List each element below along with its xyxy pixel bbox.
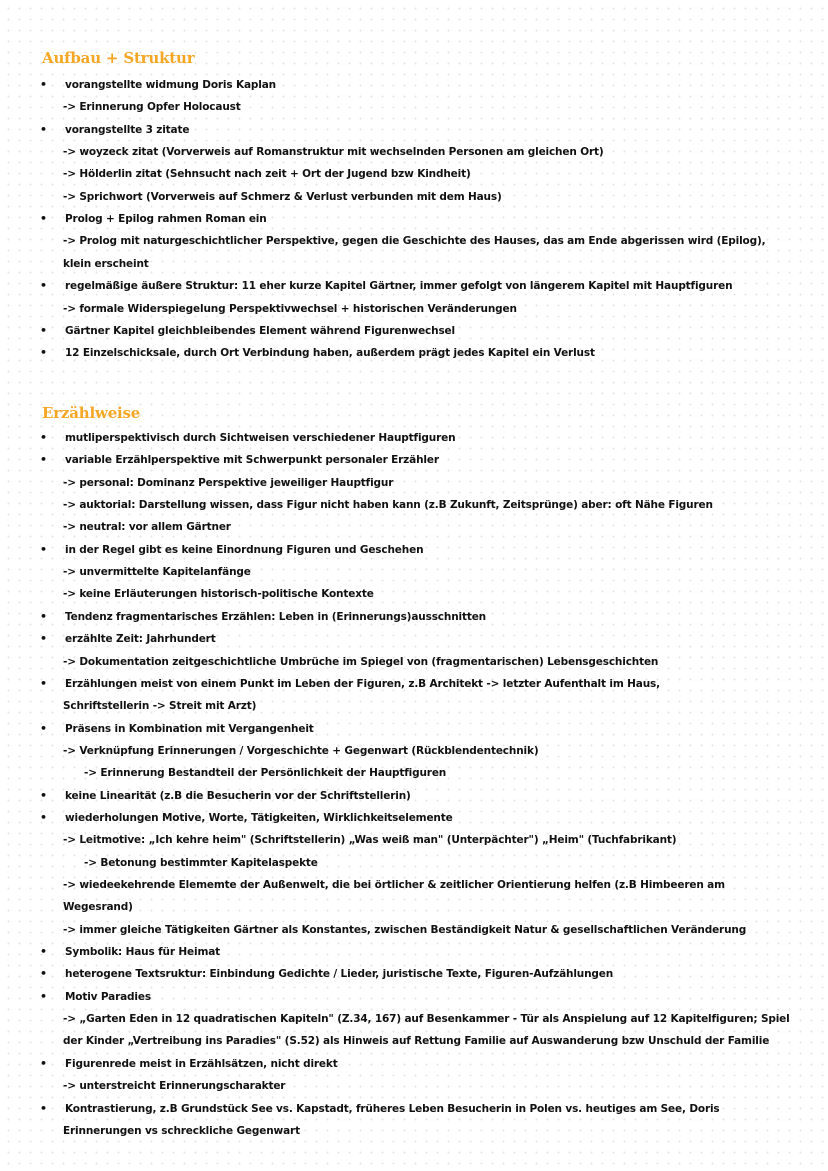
- note-text: klein erscheint: [63, 257, 149, 270]
- bullet-point: •: [40, 632, 47, 646]
- bullet-item: [0, 807, 828, 829]
- sub-item: [0, 561, 828, 583]
- sub-sub-item: [0, 762, 828, 784]
- note-text: keine Linearität (z.B die Besucherin vor der Schriftstellerin): [65, 789, 411, 802]
- note-text: Figurenrede meist in Erzählsätzen, nicht direkt: [65, 1057, 338, 1070]
- sub-item: [0, 829, 828, 851]
- note-text: -> unterstreicht Erinnerungscharakter: [63, 1080, 286, 1093]
- bullet-item: [0, 208, 828, 230]
- note-text: 12 Einzelschicksale, durch Ort Verbindung haben, außerdem prägt jedes Kapitel ein Verlust: [65, 347, 595, 360]
- note-text: -> unvermittelte Kapitelanfänge: [63, 566, 251, 579]
- bullet-point: •: [40, 967, 47, 981]
- note-text: -> neutral: vor allem Gärtner: [63, 521, 231, 534]
- note-text: -> personal: Dominanz Perspektive jeweiliger Hauptfigur: [63, 476, 394, 489]
- note-text: -> formale Widerspiegelung Perspektivwechsel + historischen Veränderungen: [63, 302, 517, 315]
- note-text: Präsens in Kombination mit Vergangenheit: [65, 722, 314, 735]
- sub-item: [0, 516, 828, 538]
- bullet-point: •: [40, 346, 47, 360]
- note-text: -> Sprichwort (Vorverweis auf Schmerz & Verlust verbunden mit dem Haus): [63, 190, 502, 203]
- note-text: -> Erinnerung Bestandteil der Persönlichkeit der Hauptfiguren: [84, 767, 447, 780]
- sub-item: [0, 695, 828, 717]
- note-text: mutliperspektivisch durch Sichtweisen verschiedener Hauptfiguren: [65, 432, 456, 444]
- sub-item: [0, 163, 828, 185]
- note-text: -> Leitmotive: „Ich kehre heim" (Schriftstellerin) „Was weiß man" (Unterpächter") „Heim" (Tuchfabrikant): [63, 834, 677, 847]
- note-text: -> wiedeekehrende Elememte der Außenwelt, die bei örtlicher & zeitlicher Orientierung helfen (z.B Himbeeren am: [63, 879, 725, 891]
- bullet-point: •: [40, 453, 47, 467]
- section-heading-aufbau: Aufbau + Struktur: [42, 49, 195, 67]
- note-text: -> auktorial: Darstellung wissen, dass Figur nicht haben kann (z.B Zukunft, Zeitsprünge) aber: oft Nähe Figuren: [63, 499, 713, 512]
- bullet-point: •: [40, 609, 47, 623]
- bullet-point: •: [40, 676, 47, 690]
- sub-item: [0, 253, 828, 275]
- bullet-item: [0, 342, 828, 364]
- note-text: -> Verknüpfung Erinnerungen / Vorgeschichte + Gegenwart (Rückblendentechnik): [63, 744, 539, 757]
- bullet-item: [0, 119, 828, 141]
- bullet-point: •: [40, 212, 47, 226]
- sub-item: [0, 896, 828, 918]
- note-text: Prolog + Epilog rahmen Roman ein: [65, 213, 267, 226]
- bullet-point: •: [40, 1056, 47, 1070]
- note-text: -> Prolog mit naturgeschichtlicher Perspektive, gegen die Geschichte des Hauses, das am Ende abgerissen wird (Epilog),: [63, 235, 766, 248]
- note-text: vorangstellte 3 zitate: [65, 123, 190, 136]
- sub-item: [0, 583, 828, 605]
- note-text: Wegesrand): [63, 901, 133, 914]
- sub-item: [0, 651, 828, 673]
- sub-item: [0, 1008, 828, 1030]
- bullet-item: [0, 427, 828, 449]
- bullet-point: •: [40, 122, 47, 136]
- note-text: Gärtner Kapitel gleichbleibendes Element während Figurenwechsel: [65, 324, 455, 337]
- note-text: variable Erzählperspektive mit Schwerpunkt personaler Erzähler: [65, 454, 439, 467]
- sub-item: [0, 472, 828, 494]
- bullet-point: •: [40, 78, 47, 91]
- note-text: Erinnerungen vs schreckliche Gegenwart: [63, 1124, 300, 1137]
- sub-item: [0, 494, 828, 516]
- sub-item: [0, 919, 828, 941]
- note-text: -> „Garten Eden in 12 quadratischen Kapiteln" (Z.34, 167) auf Besenkammer - Tür als Anspielung auf 12 Kapitelfiguren; Spiel: [63, 1013, 790, 1026]
- bullet-point: •: [40, 279, 47, 293]
- note-text: Schriftstellerin -> Streit mit Arzt): [63, 700, 257, 713]
- bullet-point: •: [40, 542, 47, 556]
- bullet-item: [0, 941, 828, 963]
- bullet-item: [0, 606, 828, 628]
- bullet-item: [0, 628, 828, 650]
- sub-item: [0, 96, 828, 118]
- bullet-item: [0, 449, 828, 471]
- bullet-point: •: [40, 323, 47, 337]
- bullet-item: [0, 1098, 828, 1120]
- sub-item: [0, 1030, 828, 1052]
- sub-item: [0, 1075, 828, 1097]
- sub-item: [0, 141, 828, 163]
- bullet-point: •: [40, 1101, 47, 1115]
- bullet-item: [0, 718, 828, 740]
- sub-item: [0, 1120, 828, 1142]
- note-text: in der Regel gibt es keine Einordnung Figuren und Geschehen: [65, 543, 424, 556]
- bullet-item: [0, 1053, 828, 1075]
- section-heading-erzaehlweise: Erzählweise: [42, 404, 141, 422]
- bullet-point: •: [40, 945, 47, 959]
- sub-sub-item: [0, 852, 828, 874]
- bullet-point: •: [40, 431, 47, 444]
- bullet-item: [0, 963, 828, 985]
- note-text: erzählte Zeit: Jahrhundert: [65, 633, 216, 646]
- note-text: wiederholungen Motive, Worte, Tätigkeiten, Wirklichkeitselemente: [65, 811, 453, 824]
- note-text: heterogene Textsruktur: Einbindung Gedichte / Lieder, juristische Texte, Figuren-Aufzählungen: [65, 968, 614, 981]
- note-text: Motiv Paradies: [65, 990, 151, 1003]
- note-text: -> Betonung bestimmter Kapitelaspekte: [84, 856, 318, 869]
- note-text: -> immer gleiche Tätigkeiten Gärtner als Konstantes, zwischen Beständigkeit Natur & gesellschaftlichen Veränderung: [63, 923, 747, 936]
- bullet-item: [0, 539, 828, 561]
- note-text: Erzählungen meist von einem Punkt im Leben der Figuren, z.B Architekt -> letzter Aufenthalt im Haus,: [65, 677, 660, 690]
- bullet-item: [0, 74, 828, 96]
- bullet-item: [0, 785, 828, 807]
- sub-item: [0, 186, 828, 208]
- sub-item: [0, 298, 828, 320]
- note-text: -> keine Erläuterungen historisch-politische Kontexte: [63, 588, 374, 601]
- sub-item: [0, 230, 828, 252]
- bullet-item: [0, 986, 828, 1008]
- note-text: Kontrastierung, z.B Grundstück See vs. Kapstadt, früheres Leben Besucherin in Polen vs. heutiges am See, Doris: [65, 1102, 720, 1115]
- bullet-point: •: [40, 788, 47, 802]
- bullet-item: [0, 673, 828, 695]
- sub-item: [0, 874, 828, 896]
- sub-item: [0, 740, 828, 762]
- bullet-item: [0, 320, 828, 342]
- bullet-point: •: [40, 989, 47, 1003]
- note-text: -> woyzeck zitat (Vorverweis auf Romanstruktur mit wechselnden Personen am gleichen Ort): [63, 146, 604, 159]
- note-text: -> Erinnerung Opfer Holocaust: [63, 101, 241, 114]
- note-text: Symbolik: Haus für Heimat: [65, 946, 221, 959]
- bullet-point: •: [40, 810, 47, 824]
- note-text: vorangstellte widmung Doris Kaplan: [65, 79, 276, 91]
- note-text: -> Dokumentation zeitgeschichtliche Umbrüche im Spiegel von (fragmentarischen) Lebensgeschichten: [63, 655, 659, 668]
- note-text: -> Hölderlin zitat (Sehnsucht nach zeit + Ort der Jugend bzw Kindheit): [63, 168, 471, 181]
- bullet-point: •: [40, 721, 47, 735]
- note-text: regelmäßige äußere Struktur: 11 eher kurze Kapitel Gärtner, immer gefolgt von längerem Kapitel mit Hauptfiguren: [65, 280, 733, 293]
- note-text: Tendenz fragmentarisches Erzählen: Leben in (Erinnerungs)ausschnitten: [65, 610, 487, 623]
- note-text: der Kinder „Vertreibung ins Paradies" (S.52) als Hinweis auf Rettung Familie auf Auswanderung bzw Unschuld der Familie: [63, 1035, 770, 1048]
- bullet-item: [0, 275, 828, 297]
